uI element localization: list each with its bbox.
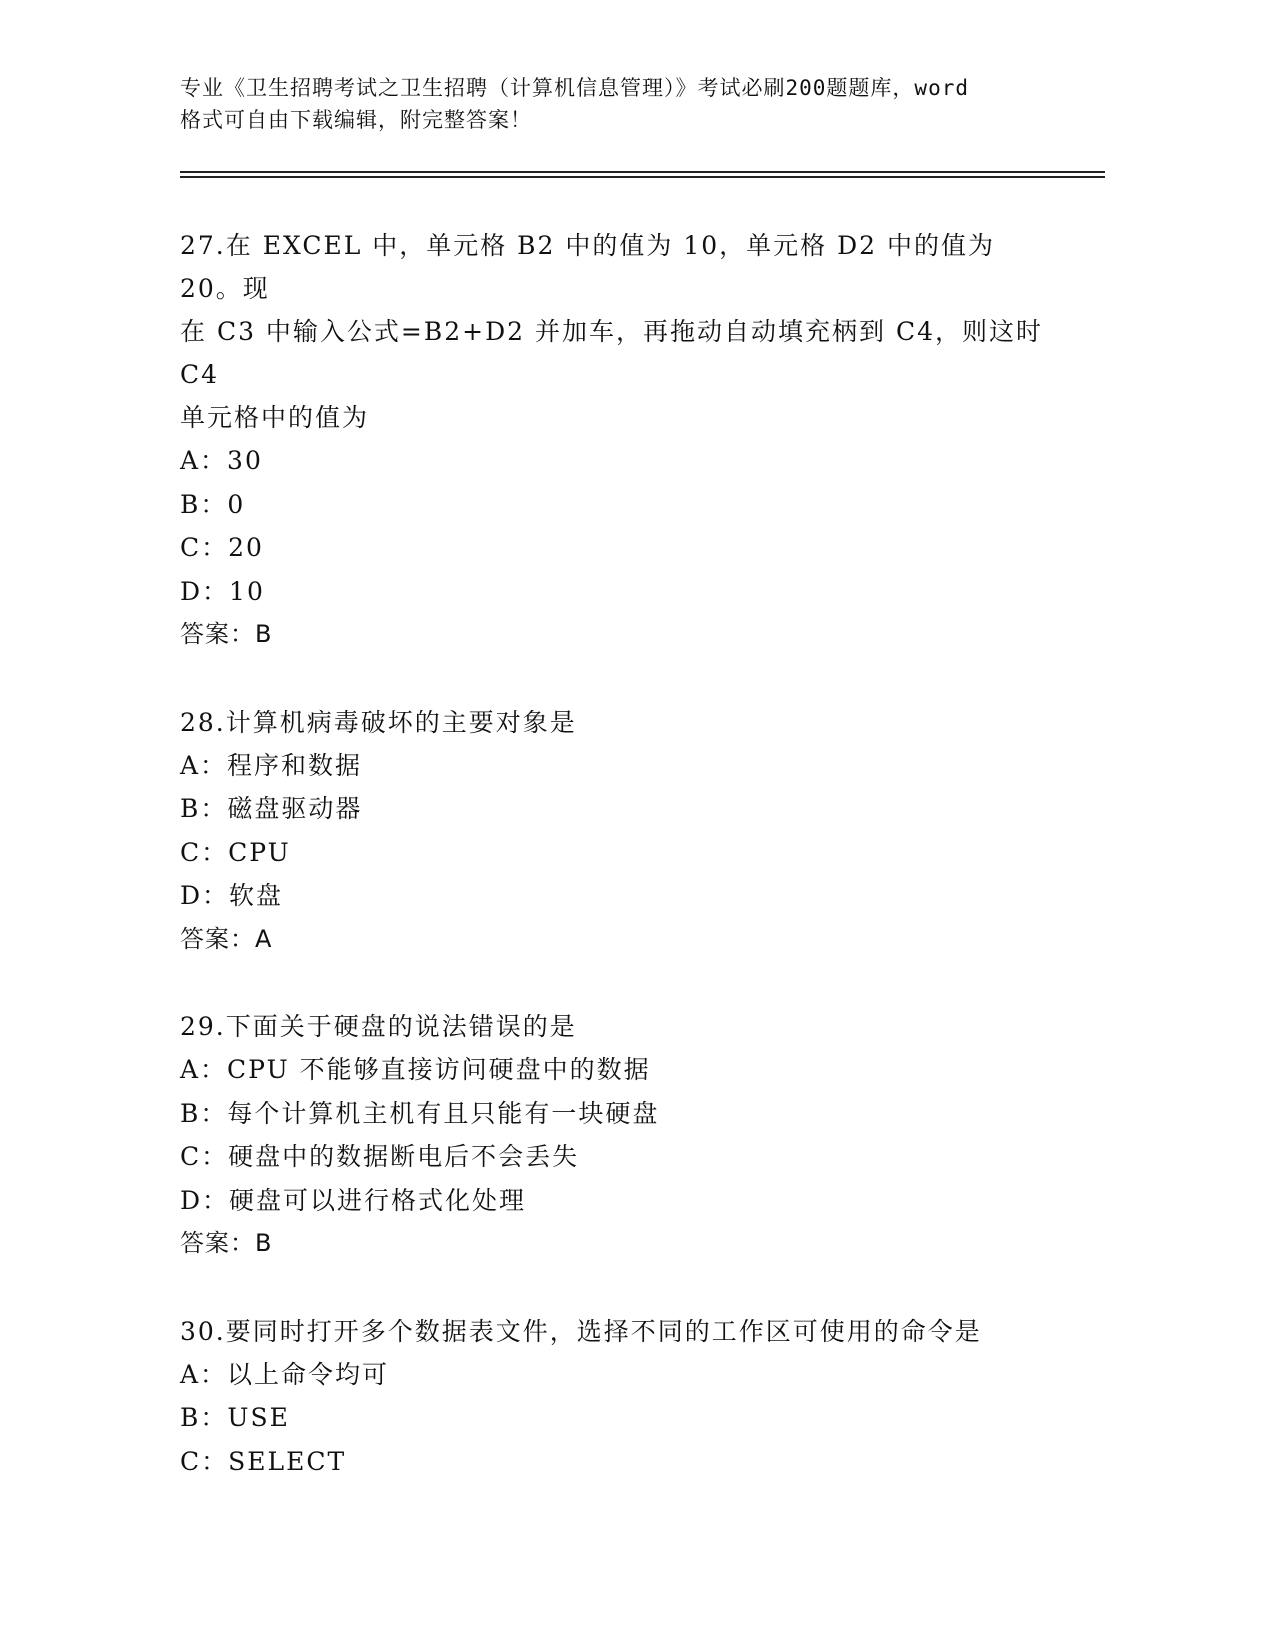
question-stem-line: 29.下面关于硬盘的说法错误的是 [180,1012,577,1041]
answer: 答案：B [180,620,273,648]
option-a: A：程序和数据 [180,750,363,780]
question-stem-line: 27.在 EXCEL 中，单元格 B2 中的值为 10，单元格 D2 中的值为 20。现 [180,231,996,303]
option-c: C：SELECT [180,1446,347,1476]
question-30 [180,1310,1060,1484]
header-divider-bottom [180,176,1105,178]
option-b: B：每个计算机主机有且只能有一块硬盘 [180,1098,660,1128]
option-b: B：磁盘驱动器 [180,794,363,823]
option-d: D：硬盘可以进行格式化处理 [180,1185,527,1215]
header-line-1: 专业《卫生招聘考试之卫生招聘（计算机信息管理）》考试必刷200题题库，word [180,76,969,100]
answer: 答案：B [180,1229,273,1257]
question-27 [180,224,1060,657]
option-b: B：0 [180,489,246,519]
option-c: C：CPU [180,837,291,867]
question-stem-line: 28.计算机病毒破坏的主要对象是 [180,707,577,737]
question-stem-line: 单元格中的值为 [180,403,370,432]
option-a: A：CPU 不能够直接访问硬盘中的数据 [180,1055,651,1084]
answer: 答案：A [180,924,273,953]
question-list [180,224,1060,1527]
option-a: A：以上命令均可 [180,1359,390,1389]
header-divider-top [180,171,1105,173]
option-d: D：10 [180,576,265,606]
question-29 [180,1005,1060,1266]
question-28 [180,701,1060,962]
option-c: C：20 [180,533,264,562]
question-stem-line: 在 C3 中输入公式=B2+D2 并加车，再拖动自动填充柄到 C4，则这时 C4 [180,317,1043,389]
option-d: D：软盘 [180,881,284,910]
question-stem-line: 30.要同时打开多个数据表文件，选择不同的工作区可使用的命令是 [180,1316,982,1346]
option-b: B：USE [180,1403,290,1432]
option-c: C：硬盘中的数据断电后不会丢失 [180,1142,580,1171]
header-line-2: 格式可自由下载编辑，附完整答案！ [180,108,532,132]
document-header [180,72,1080,136]
option-a: A：30 [180,446,263,475]
